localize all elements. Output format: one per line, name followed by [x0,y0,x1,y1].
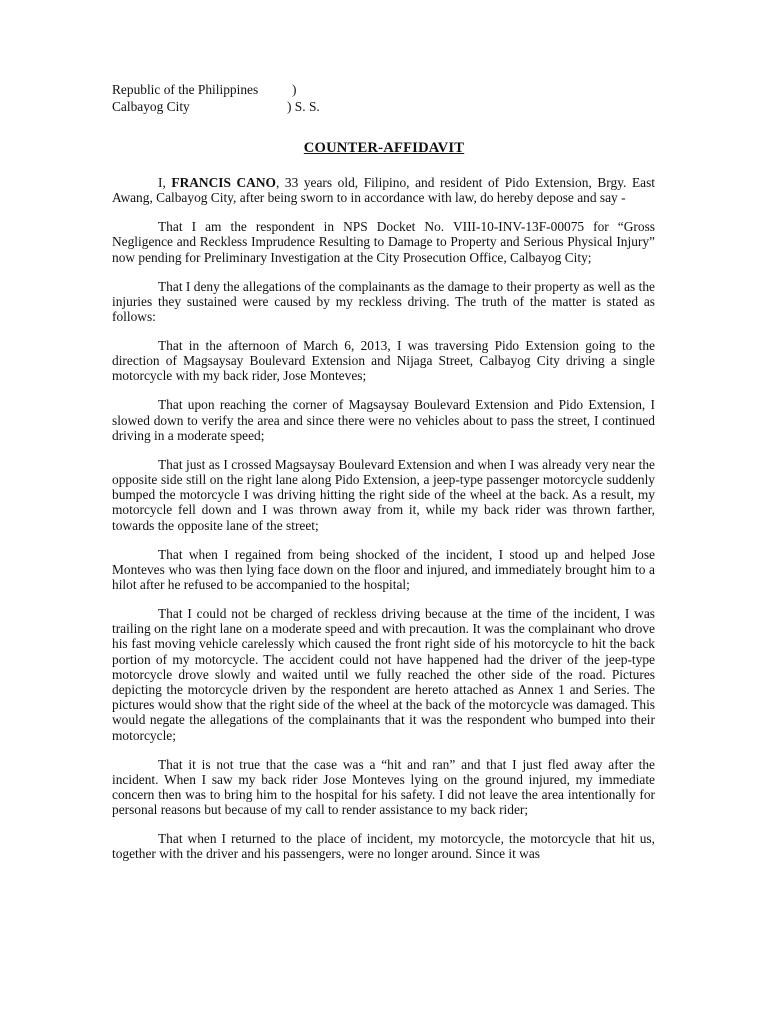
paragraph-afternoon: That in the afternoon of March 6, 2013, I was traversing Pido Extension going to the direction of Magsaysay Boulevard Extension and Nijaga Street, Calbayog City driving a single motorcycle with my back rider, Jose Monteves; [112,338,655,384]
document-title: COUNTER-AFFIDAVIT [303,140,465,156]
paragraph-collision: That just as I crossed Magsaysay Boulevard Extension and when I was already very near the opposite side still on the right lane along Pido Extension, a jeep-type passenger motorcycle suddenly bumped the motorcycle I was driving hitting the right side of the wheel at the back. As a result, my motorcycle fell down and I was thrown away from it, while my back rider was thrown farther, towards the opposite lane of the street; [112,456,655,533]
intro-paragraph [112,175,655,205]
paragraph-return: That when I returned to the place of incident, my motorcycle, the motorcycle that hit us, together with the driver and his passengers, were no longer around. Since it was [112,831,655,862]
caption-city: Calbayog City [112,99,190,114]
paragraph-corner: That upon reaching the corner of Magsaysay Boulevard Extension and Pido Extension, I slowed down to verify the area and since there were no vehicles about to pass the street, I continued driving in a moderate speed; [112,397,655,443]
caption-ss: ) S. S. [287,99,320,114]
intro-before: I, [158,175,172,190]
paragraph-denial: That I deny the allegations of the complainants as the damage to their property as well as the injuries they sustained were caused by my reckless driving. The truth of the matter is stated as follows: [112,278,655,325]
paragraph-docket: That I am the respondent in NPS Docket No. VIII-10-INV-13F-00075 for “Gross Negligence and Reckless Imprudence Resulting to Damage to Property and Serious Physical Injury” now pending for Preliminary Investigation at the City Prosecution Office, Calbayog City; [112,219,655,265]
paragraph-aftermath: That when I regained from being shocked of the incident, I stood up and helped Jose Monteves who was then lying face down on the floor and injured, and immediately brought him to a hilot after he refused to be accompanied to the hospital; [112,546,655,593]
affiant-name: FRANCIS CANO [171,175,276,190]
intro-after: , 33 years old, Filipino, and resident of Pido Extension, Brgy. East Awang, Calbayog City, after being sworn to in accordance with law, do hereby depose and say - [112,175,656,206]
caption-republic: Republic of the Philippines [112,82,259,97]
paragraph-not-reckless: That I could not be charged of reckless driving because at the time of the incident, I was trailing on the right lane on a moderate speed and with precaution. It was the complainant who drove his fast moving vehicle carelessly which caused the front right side of his motorcycle to hit the back portion of my motorcycle. The accident could not have happened had the driver of the jeep-type motorcycle drove slowly and waited until we fully reached the other side of the road. Pictures depicting the motorcycle driven by the respondent are hereto attached as Annex 1 and Series. The pictures would show that the right side of the wheel at the back of the motorcycle was damaged. This would negate the allegations of the complainants that it was the respondent who bumped into their motorcycle; [112,606,655,743]
caption-line-republic [112,81,297,98]
paragraph-hit-and-run: That it is not true that the case was a “hit and ran” and that I just fled away after the incident. When I saw my back rider Jose Monteves lying on the ground injured, my immediate concern then was to bring him to the hospital for his safety. I did not leave the area intentionally for personal reasons but because of my call to render assistance to my back rider; [112,756,655,818]
document-body [112,175,655,862]
caption-line-city [112,98,320,115]
venue-caption [112,81,320,115]
caption-bracket: ) [292,82,297,97]
